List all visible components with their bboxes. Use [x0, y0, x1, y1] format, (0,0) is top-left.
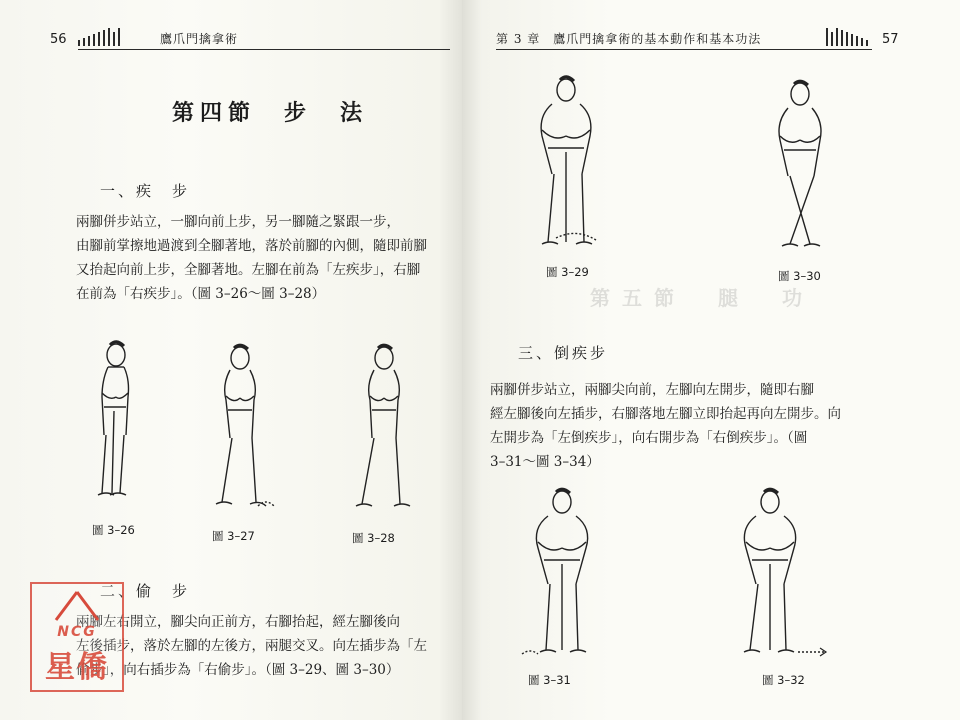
subsection-heading-tou-bu: 二、偷 步	[100, 582, 191, 600]
stamp-name: 星僑	[45, 650, 109, 685]
caption-fig-3-26: 圖 3–26	[92, 523, 135, 537]
caption-fig-3-28: 圖 3–28	[352, 531, 395, 545]
header-bar-ornament	[826, 28, 868, 46]
figure-3-32-illustration	[724, 484, 844, 664]
figure-3-31-illustration	[514, 484, 624, 664]
bleed-through-text: 第五節 腿 功	[590, 286, 814, 310]
subsection-heading-ji-bu: 一、疾 步	[100, 182, 191, 200]
caption-fig-3-31: 圖 3–31	[528, 673, 571, 687]
paragraph-ji-bu	[76, 210, 430, 306]
left-running-header	[50, 24, 450, 50]
figure-3-28-illustration	[350, 340, 430, 515]
paragraph-line: 經左腳後向左插步，右腳落地左腳立即抬起再向左開步。向	[490, 406, 841, 422]
figure-3-30-illustration	[760, 76, 850, 256]
header-bar-ornament	[78, 28, 120, 46]
figure-3-29-illustration	[526, 70, 636, 250]
right-page-number: 57	[882, 32, 899, 47]
subsection-heading-dao-ji-bu: 三、倒疾步	[518, 344, 609, 362]
section-title: 第四節 步 法	[172, 100, 369, 126]
caption-fig-3-30: 圖 3–30	[778, 269, 821, 283]
caption-fig-3-32: 圖 3–32	[762, 673, 805, 687]
paragraph-line: 兩腳併步站立，一腳向前上步，另一腳隨之緊跟一步，	[76, 214, 400, 230]
figure-3-26-illustration	[80, 335, 150, 510]
figure-3-27-illustration	[204, 340, 284, 515]
stamp-triangle-icon	[54, 590, 100, 622]
paragraph-line: 兩腳併步站立，兩腳尖向前，左腳向左開步，隨即右腳	[490, 382, 814, 398]
paragraph-line: 左後插步，落於左腳的左後方，兩腿交叉。向左插步為「左	[76, 638, 427, 654]
right-header-chapter-title: 第 3 章 鷹爪門擒拿術的基本動作和基本功法	[496, 32, 762, 46]
paragraph-dao-ji-bu	[490, 378, 854, 474]
paragraph-line: 偷步」，向右插步為「右偷步」。（圖 3–29、圖 3–30）	[76, 662, 400, 678]
header-rule	[496, 49, 872, 50]
paragraph-line: 兩腳左右開立，腳尖向正前方，右腳抬起，經左腳後向	[76, 614, 400, 630]
paragraph-line: 左開步為「左倒疾步」，向右開步為「右倒疾步」。（圖	[490, 430, 808, 446]
caption-fig-3-27: 圖 3–27	[212, 529, 255, 543]
watermark-stamp	[30, 582, 124, 692]
paragraph-line: 3–31～圖 3–34）	[490, 454, 600, 470]
right-running-header	[496, 24, 936, 50]
stamp-code: NCG	[57, 624, 97, 640]
paragraph-line: 由腳前掌擦地過渡到全腳著地，落於前腳的內側，隨即前腳	[76, 238, 427, 254]
left-header-book-title: 鷹爪門擒拿術	[160, 32, 239, 46]
paragraph-tou-bu	[76, 610, 430, 682]
right-page	[462, 0, 960, 720]
paragraph-line: 在前為「右疾步」。（圖 3–26～圖 3–28）	[76, 286, 326, 302]
caption-fig-3-29: 圖 3–29	[546, 265, 589, 279]
left-page-number: 56	[50, 32, 67, 47]
header-rule	[78, 49, 450, 50]
paragraph-line: 又抬起向前上步，全腳著地。左腳在前為「左疾步」，右腳	[76, 262, 421, 278]
left-page	[0, 0, 462, 720]
